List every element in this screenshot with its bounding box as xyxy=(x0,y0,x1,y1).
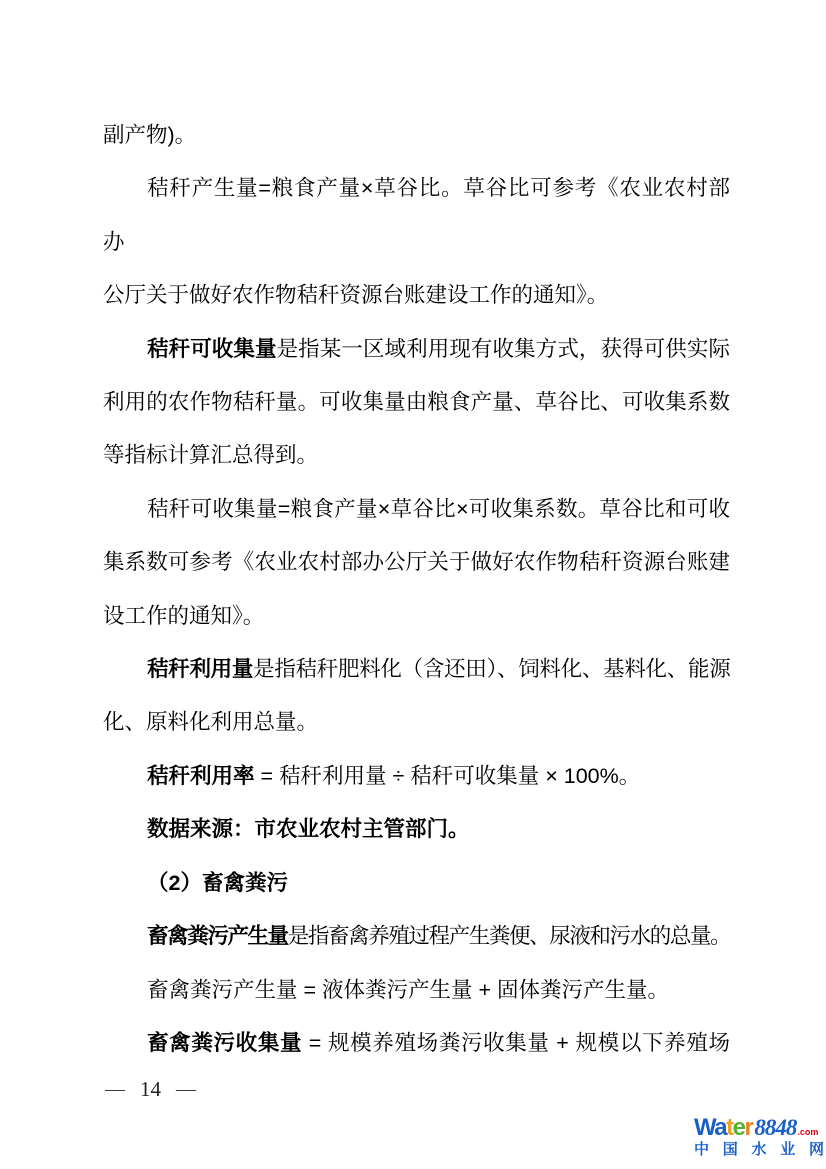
text-segment: 是指秸秆肥料化（含还田）、饲料化、基料化、能源 xyxy=(253,657,730,682)
text-segment: 秸秆可收集量 xyxy=(147,336,277,361)
text-segment: 畜禽粪污产生量 = 液体粪污产生量 + 固体粪污产生量。 xyxy=(147,977,670,1002)
watermark-subtitle-char: 国 xyxy=(722,1141,738,1158)
text-segment: 是指某一区域利用现有收集方式，获得可供实际 xyxy=(276,336,730,361)
text-segment: 化、原料化利用总量。 xyxy=(103,710,319,735)
watermark-brand-letter: r xyxy=(744,1114,753,1141)
text-segment: = 秸秆利用量 ÷ 秸秆可收集量 × 100%。 xyxy=(254,763,641,788)
text-segment: 设工作的通知》。 xyxy=(103,603,265,628)
page-footer xyxy=(105,1077,196,1102)
document-line xyxy=(103,536,730,589)
watermark-subtitle-char: 网 xyxy=(808,1141,824,1158)
document-body xyxy=(103,0,730,1070)
document-line xyxy=(103,483,730,536)
document-line xyxy=(103,1017,730,1070)
document-line xyxy=(103,376,730,429)
watermark-subtitle-char: 水 xyxy=(751,1141,767,1158)
text-segment: 秸秆利用量 xyxy=(147,657,254,682)
document-line xyxy=(103,590,730,643)
text-segment: 是指畜禽养殖过程产生粪便、尿液和污水的总量。 xyxy=(287,924,730,949)
document-line xyxy=(103,964,730,1017)
document-line xyxy=(103,803,730,856)
text-segment: 秸秆可收集量=粮食产量×草谷比×可收集系数。草谷比和可收 xyxy=(147,496,730,521)
document-line xyxy=(103,162,730,269)
watermark-subtitle-char: 业 xyxy=(780,1141,796,1158)
text-segment: 副产物)。 xyxy=(103,123,197,147)
text-segment: 畜禽粪污收集量 xyxy=(147,1030,303,1055)
text-segment: （2）畜禽粪污 xyxy=(147,870,288,895)
document-line xyxy=(103,750,730,803)
text-segment: 秸秆利用率 xyxy=(147,763,255,788)
document-line xyxy=(103,429,730,482)
watermark-brand-letter: a xyxy=(714,1114,727,1141)
watermark-subtitle xyxy=(694,1142,824,1159)
text-segment: 数据来源：市农业农村主管部门。 xyxy=(147,817,470,842)
document-line xyxy=(103,269,730,322)
text-segment: = 规模养殖场粪污收集量 + 规模以下养殖场 xyxy=(302,1030,730,1055)
text-segment: 集系数可参考《农业农村部办公厅关于做好农作物秸秆资源台账建 xyxy=(103,550,730,575)
footer-dash-right: — xyxy=(176,1078,196,1100)
watermark-logo xyxy=(694,1116,824,1159)
text-segment: 利用的农作物秸秆量。可收集量由粮食产量、草谷比、可收集系数 xyxy=(103,390,730,415)
text-segment: 畜禽粪污产生量 xyxy=(147,924,288,949)
watermark-brand-letter: W xyxy=(694,1114,715,1141)
text-segment: 秸秆产生量=粮食产量×草谷比。草谷比可参考《农业农村部办 xyxy=(103,176,730,254)
watermark-brand-letter: e xyxy=(732,1114,745,1141)
watermark-brand-word xyxy=(694,1116,752,1140)
document-line xyxy=(103,109,730,162)
document-line xyxy=(103,857,730,910)
text-segment: 公厅关于做好农作物秸秆资源台账建设工作的通知》。 xyxy=(103,283,609,308)
document-line xyxy=(103,910,730,963)
footer-dash-left: — xyxy=(105,1078,125,1100)
document-line xyxy=(103,323,730,376)
watermark-brand-tld: .com xyxy=(797,1127,819,1137)
watermark-brand-number: 8848 xyxy=(754,1115,797,1140)
page-number: 14 xyxy=(140,1077,161,1101)
document-line xyxy=(103,696,730,749)
watermark-subtitle-char: 中 xyxy=(694,1141,710,1158)
watermark-brand-letter: t xyxy=(726,1114,733,1141)
document-line xyxy=(103,643,730,696)
watermark-brand-row xyxy=(694,1116,824,1140)
text-segment: 等指标计算汇总得到。 xyxy=(103,443,319,468)
